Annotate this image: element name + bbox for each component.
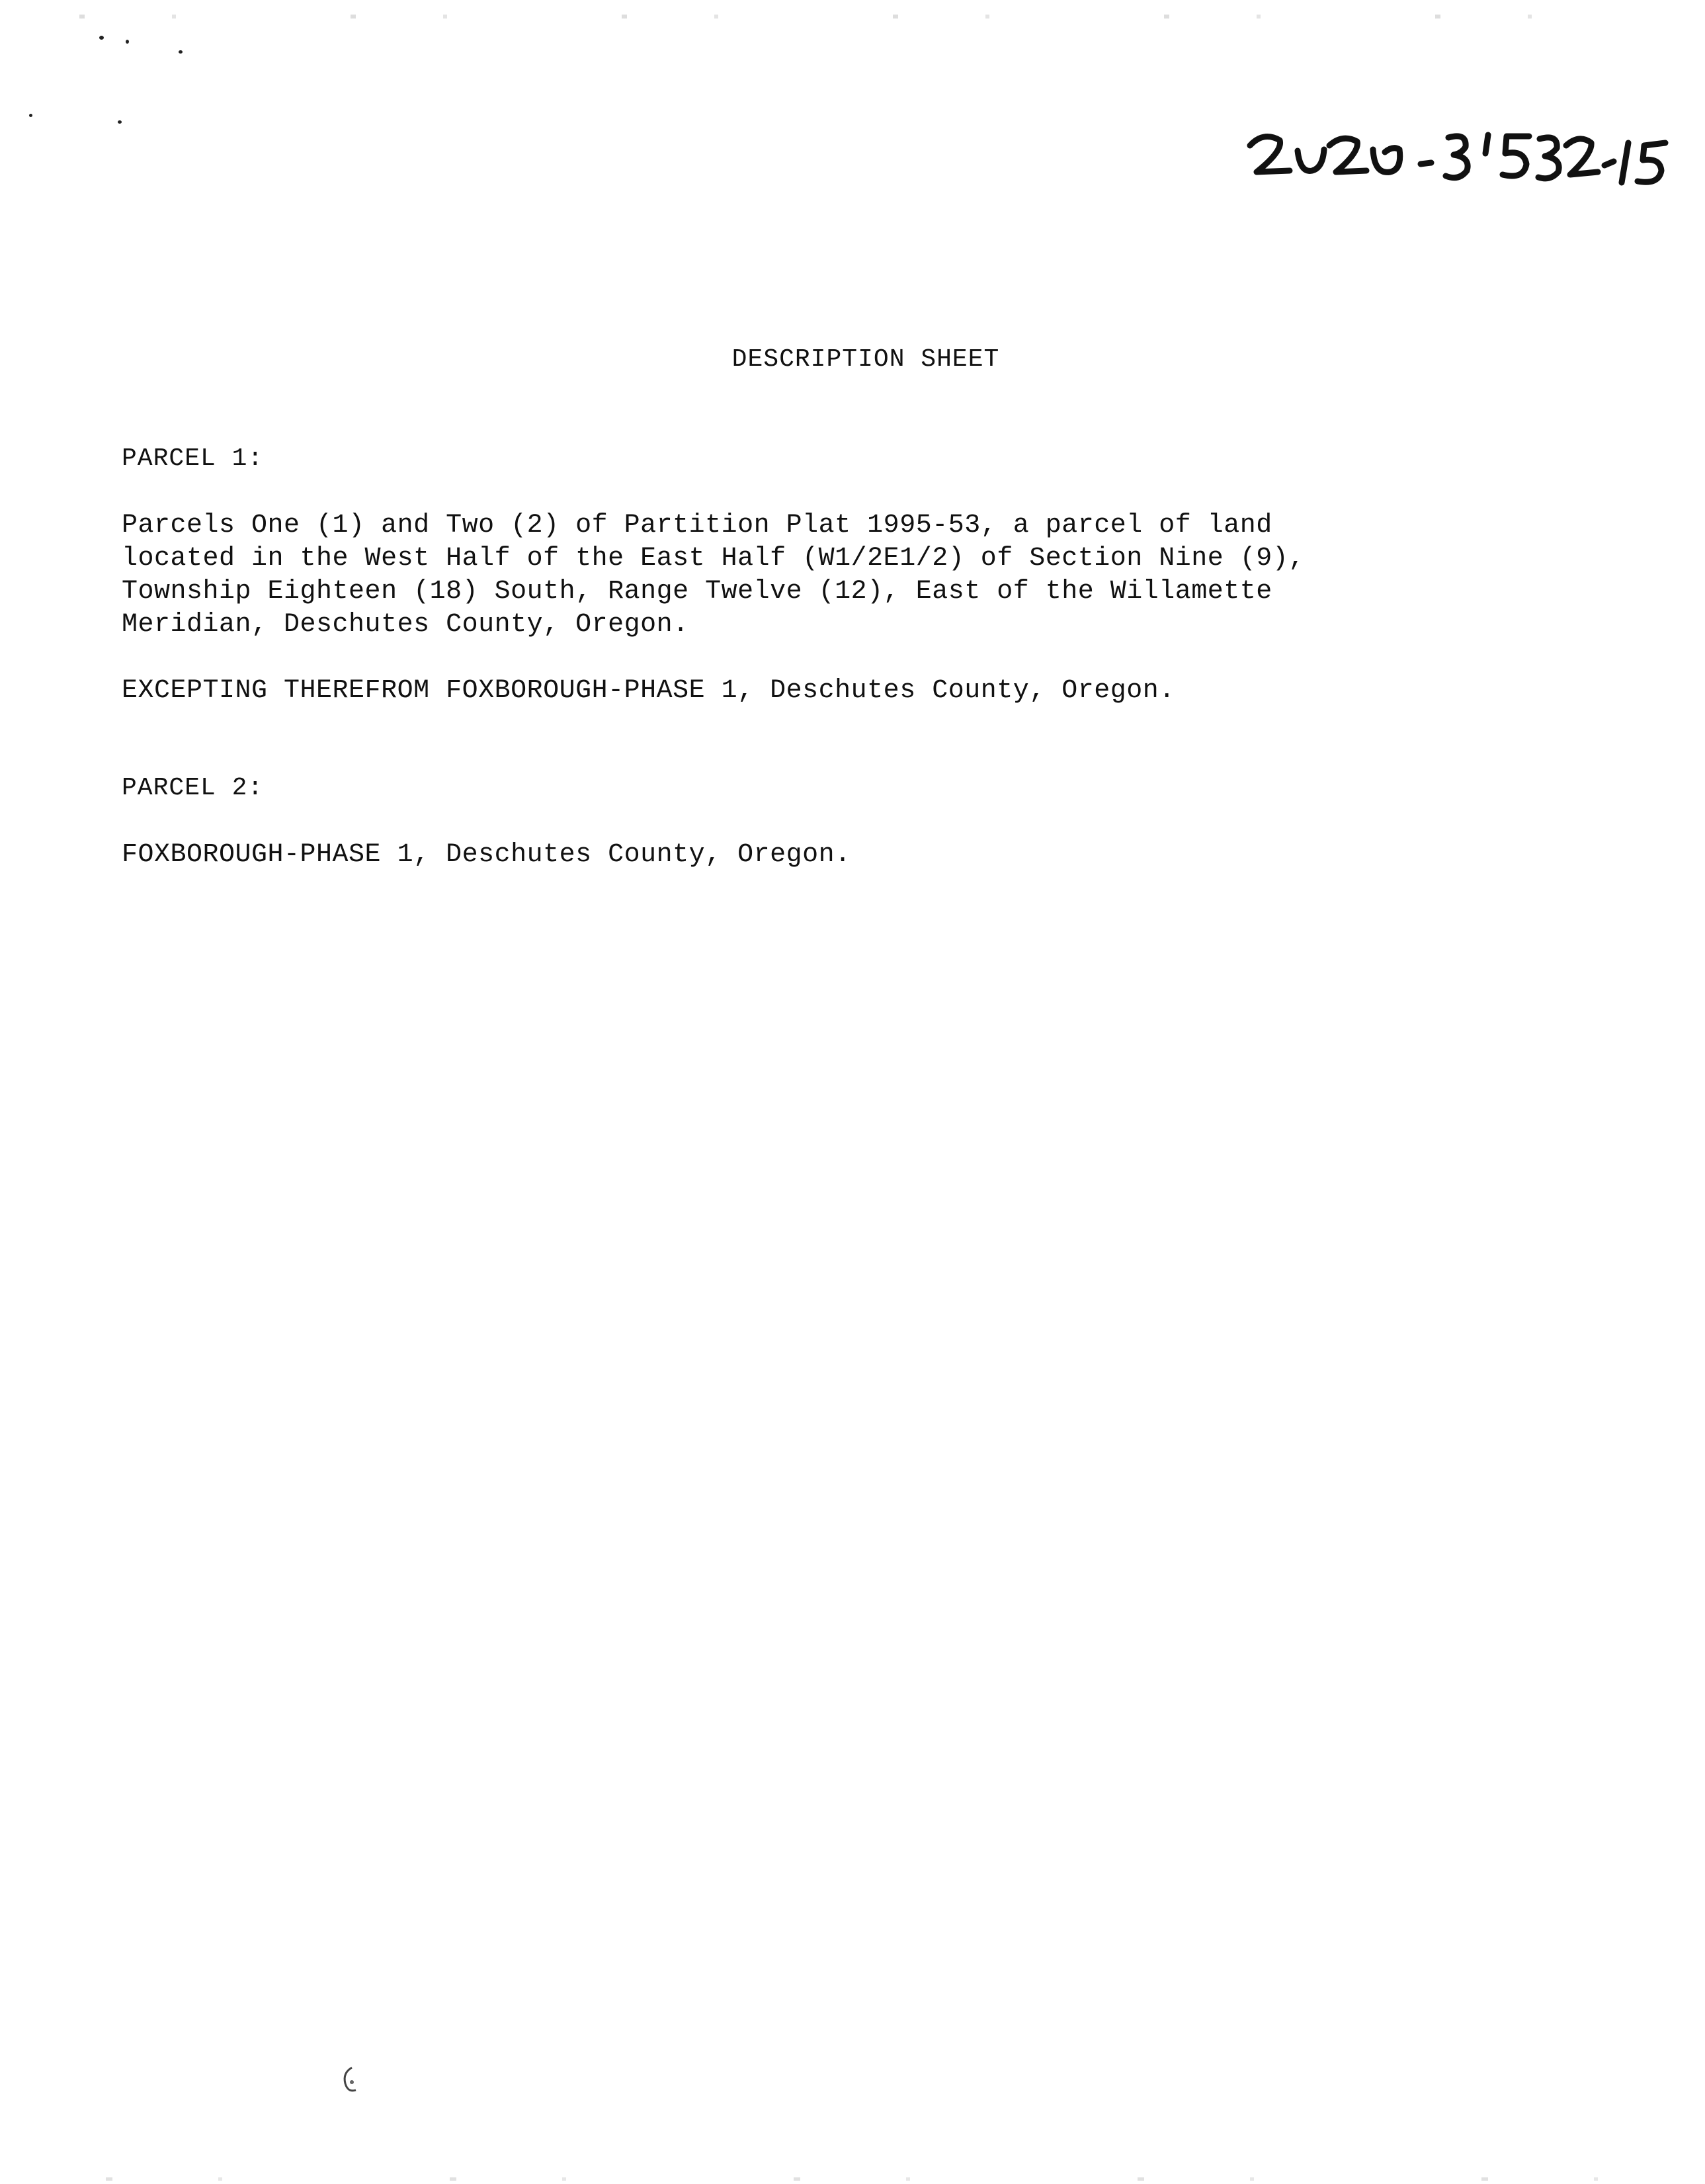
scan-speck: [29, 114, 32, 117]
scan-speck: [99, 36, 104, 40]
parcel-1-description-line: Township Eighteen (18) South, Range Twelve (12), East of the Willamette: [122, 577, 1272, 607]
scan-speck: [118, 120, 122, 124]
parcel-2-heading: PARCEL 2:: [122, 774, 264, 802]
parcel-1-exception: EXCEPTING THEREFROM FOXBOROUGH-PHASE 1, Deschutes County, Oregon.: [122, 676, 1175, 706]
scan-edge-top: [0, 15, 1705, 19]
parcel-1-description-line: Parcels One (1) and Two (2) of Partition Plat 1995-53, a parcel of land: [122, 511, 1272, 540]
document-title: DESCRIPTION SHEET: [731, 345, 1000, 374]
scan-speck: [179, 50, 183, 54]
scan-edge-bottom: [0, 2177, 1705, 2181]
parcel-2-description: FOXBOROUGH-PHASE 1, Deschutes County, Oregon.: [122, 840, 851, 870]
parcel-1-description-line: located in the West Half of the East Half (W1/2E1/2) of Section Nine (9),: [122, 544, 1305, 573]
handwritten-recording-number: [1243, 119, 1680, 192]
ink-smudge: [337, 2064, 364, 2097]
parcel-1-description-line: Meridian, Deschutes County, Oregon.: [122, 610, 689, 640]
parcel-1-heading: PARCEL 1:: [122, 444, 264, 473]
scan-speck: [126, 40, 129, 44]
